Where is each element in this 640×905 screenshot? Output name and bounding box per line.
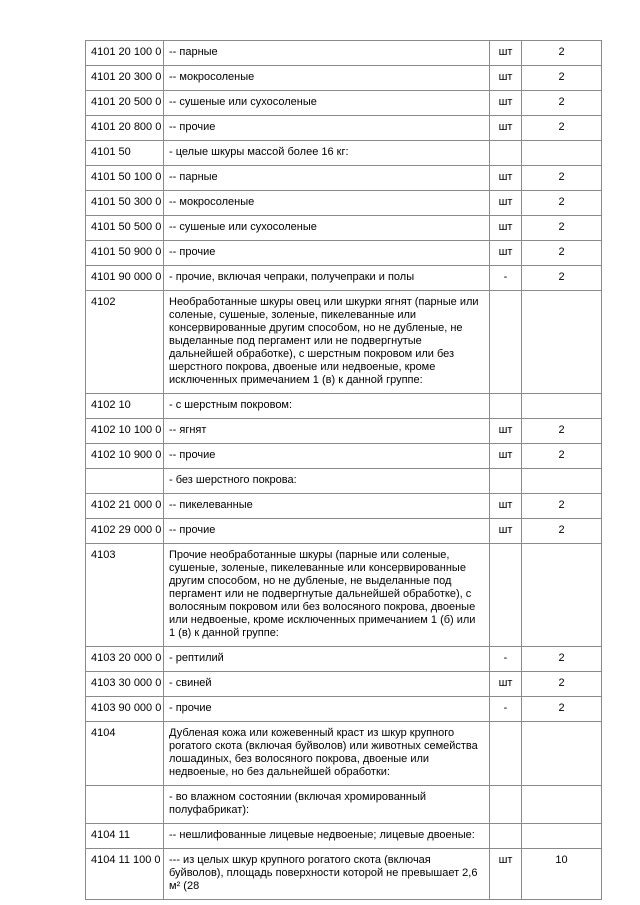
table-row — [86, 216, 602, 241]
table-row — [86, 444, 602, 469]
cell-code: 4101 50 500 0 — [86, 216, 164, 241]
cell-code: 4101 20 300 0 — [86, 66, 164, 91]
cell-description: -- прочие — [164, 241, 490, 266]
cell-code: 4102 — [86, 291, 164, 394]
cell-code: 4103 20 000 0 — [86, 647, 164, 672]
cell-description: -- мокросоленые — [164, 191, 490, 216]
cell-description: - без шерстного покрова: — [164, 469, 490, 494]
cell-rate — [522, 291, 602, 394]
cell-rate — [522, 141, 602, 166]
cell-code: 4102 29 000 0 — [86, 519, 164, 544]
cell-code: 4101 20 500 0 — [86, 91, 164, 116]
cell-unit: шт — [490, 419, 522, 444]
table-row — [86, 266, 602, 291]
cell-rate: 2 — [522, 66, 602, 91]
cell-description: - свиней — [164, 672, 490, 697]
cell-unit — [490, 394, 522, 419]
cell-code: 4102 10 — [86, 394, 164, 419]
cell-description: - целые шкуры массой более 16 кг: — [164, 141, 490, 166]
table-row — [86, 166, 602, 191]
table-row — [86, 469, 602, 494]
cell-unit: шт — [490, 672, 522, 697]
cell-description: -- пикелеванные — [164, 494, 490, 519]
cell-description: -- сушеные или сухосоленые — [164, 91, 490, 116]
cell-rate: 2 — [522, 419, 602, 444]
cell-rate: 10 — [522, 849, 602, 900]
table-row — [86, 786, 602, 824]
cell-unit — [490, 141, 522, 166]
cell-unit: шт — [490, 241, 522, 266]
cell-rate: 2 — [522, 444, 602, 469]
table-row — [86, 141, 602, 166]
cell-code: 4104 — [86, 722, 164, 786]
cell-description: -- парные — [164, 41, 490, 66]
cell-unit: шт — [490, 41, 522, 66]
cell-unit: шт — [490, 494, 522, 519]
cell-code: 4101 50 100 0 — [86, 166, 164, 191]
cell-code: 4103 30 000 0 — [86, 672, 164, 697]
cell-description: -- сушеные или сухосоленые — [164, 216, 490, 241]
cell-code: 4102 10 900 0 — [86, 444, 164, 469]
cell-unit: - — [490, 697, 522, 722]
cell-unit: шт — [490, 216, 522, 241]
cell-description: -- мокросоленые — [164, 66, 490, 91]
table-row — [86, 66, 602, 91]
cell-description: - рептилий — [164, 647, 490, 672]
cell-unit — [490, 291, 522, 394]
table-row — [86, 419, 602, 444]
cell-code — [86, 469, 164, 494]
cell-code: 4101 20 100 0 — [86, 41, 164, 66]
cell-rate: 2 — [522, 91, 602, 116]
cell-code: 4102 21 000 0 — [86, 494, 164, 519]
cell-rate — [522, 722, 602, 786]
table-row — [86, 849, 602, 900]
cell-rate — [522, 544, 602, 647]
cell-unit: шт — [490, 849, 522, 900]
cell-rate: 2 — [522, 116, 602, 141]
cell-rate — [522, 394, 602, 419]
cell-code — [86, 786, 164, 824]
cell-unit — [490, 469, 522, 494]
cell-description: --- из целых шкур крупного рогатого скота (включая буйволов), площадь поверхности которой не превышает 2,6 м² (28 — [164, 849, 490, 900]
cell-description: -- нешлифованные лицевые недвоеные; лицевые двоеные: — [164, 824, 490, 849]
cell-description: -- прочие — [164, 519, 490, 544]
table-row — [86, 544, 602, 647]
cell-description: -- прочие — [164, 116, 490, 141]
cell-unit — [490, 824, 522, 849]
cell-description: - прочие, включая чепраки, получепраки и полы — [164, 266, 490, 291]
cell-rate: 2 — [522, 166, 602, 191]
cell-code: 4101 90 000 0 — [86, 266, 164, 291]
table-row — [86, 672, 602, 697]
cell-rate: 2 — [522, 519, 602, 544]
cell-description: -- парные — [164, 166, 490, 191]
table-row — [86, 291, 602, 394]
cell-code: 4104 11 — [86, 824, 164, 849]
tariff-table-body — [86, 41, 602, 900]
cell-rate: 2 — [522, 647, 602, 672]
table-row — [86, 697, 602, 722]
cell-description: Прочие необработанные шкуры (парные или соленые, сушеные, золеные, пикелеванные или консервированные другим способом, но не дубленые, не выделанные под пергамент или не подвергнутые дальнейшей обработке), с волосяным покровом или без волосяного покрова, двоеные или недвоеные, кроме исключенных примечанием 1 (б) или 1 (в) к данной группе: — [164, 544, 490, 647]
cell-code: 4102 10 100 0 — [86, 419, 164, 444]
cell-unit: шт — [490, 191, 522, 216]
cell-code: 4104 11 100 0 — [86, 849, 164, 900]
cell-unit: шт — [490, 91, 522, 116]
cell-rate: 2 — [522, 672, 602, 697]
table-row — [86, 191, 602, 216]
cell-rate: 2 — [522, 266, 602, 291]
cell-rate: 2 — [522, 191, 602, 216]
cell-code: 4101 20 800 0 — [86, 116, 164, 141]
tariff-table — [85, 40, 602, 900]
cell-unit — [490, 544, 522, 647]
table-row — [86, 394, 602, 419]
table-row — [86, 91, 602, 116]
cell-rate — [522, 824, 602, 849]
cell-code: 4103 90 000 0 — [86, 697, 164, 722]
table-row — [86, 722, 602, 786]
cell-code: 4101 50 900 0 — [86, 241, 164, 266]
table-row — [86, 116, 602, 141]
cell-description: - с шерстным покровом: — [164, 394, 490, 419]
cell-unit: шт — [490, 116, 522, 141]
cell-description: - во влажном состоянии (включая хромированный полуфабрикат): — [164, 786, 490, 824]
cell-unit: - — [490, 266, 522, 291]
cell-description: -- ягнят — [164, 419, 490, 444]
cell-rate: 2 — [522, 241, 602, 266]
table-row — [86, 494, 602, 519]
cell-unit: шт — [490, 519, 522, 544]
cell-unit — [490, 722, 522, 786]
cell-rate — [522, 469, 602, 494]
cell-description: Необработанные шкуры овец или шкурки ягнят (парные или соленые, сушеные, золеные, пикелеванные или консервированные другим способом, но не дубленые, не выделанные под пергамент или не подвергнутые дальнейшей обработке), с шерстным покровом или без шерстного покрова, двоеные или недвоеные, кроме исключенных примечанием 1 (в) к данной группе: — [164, 291, 490, 394]
table-row — [86, 647, 602, 672]
cell-unit: шт — [490, 66, 522, 91]
cell-code: 4103 — [86, 544, 164, 647]
cell-unit: шт — [490, 166, 522, 191]
cell-rate: 2 — [522, 494, 602, 519]
table-row — [86, 41, 602, 66]
cell-rate: 2 — [522, 216, 602, 241]
cell-code: 4101 50 — [86, 141, 164, 166]
cell-code: 4101 50 300 0 — [86, 191, 164, 216]
cell-description: Дубленая кожа или кожевенный краст из шкур крупного рогатого скота (включая буйволов) или животных семейства лошадиных, без волосяного покрова, двоеные или недвоеные, но без дальнейшей обработки: — [164, 722, 490, 786]
cell-description: -- прочие — [164, 444, 490, 469]
table-row — [86, 519, 602, 544]
cell-rate: 2 — [522, 41, 602, 66]
cell-rate — [522, 786, 602, 824]
cell-description: - прочие — [164, 697, 490, 722]
cell-unit: - — [490, 647, 522, 672]
cell-unit: шт — [490, 444, 522, 469]
table-row — [86, 824, 602, 849]
cell-unit — [490, 786, 522, 824]
cell-rate: 2 — [522, 697, 602, 722]
table-row — [86, 241, 602, 266]
